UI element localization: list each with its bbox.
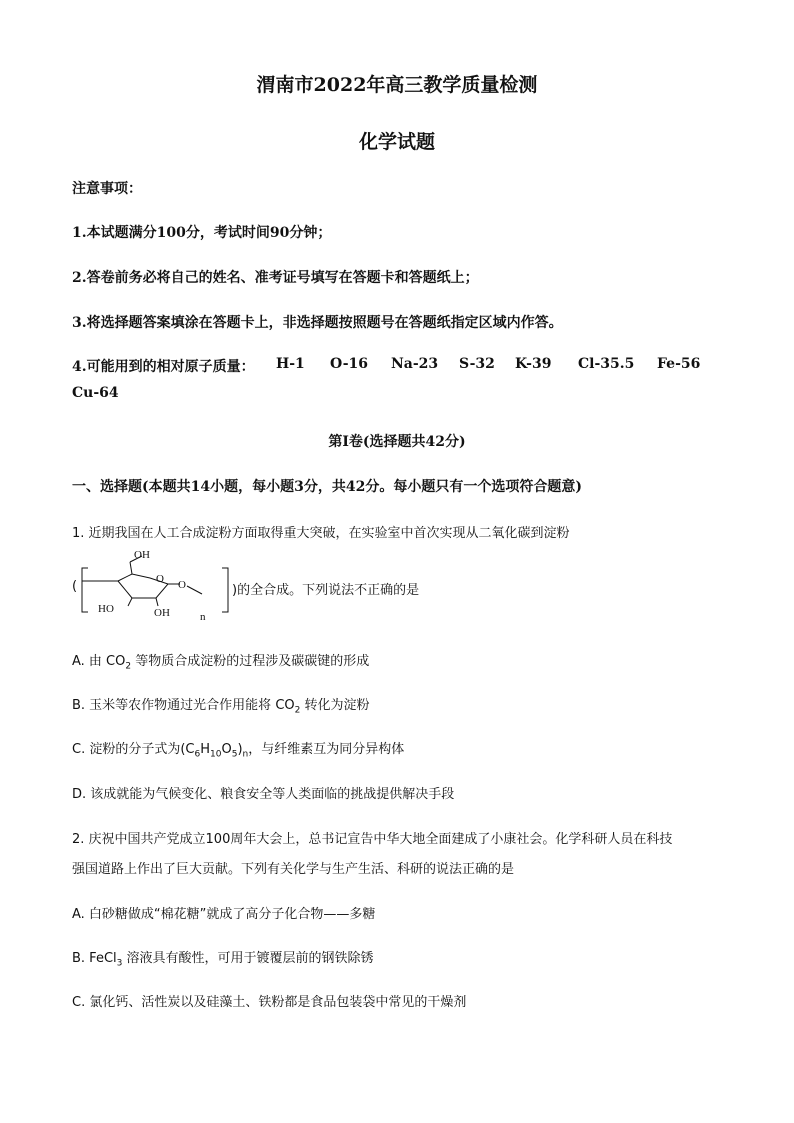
atomic-mass-k: K-39 — [515, 356, 552, 372]
label-oh-top: OH — [134, 549, 150, 561]
q1-option-b: B. 玉米等农作物通过光合作用能将 $CO_2$ 转化为淀粉 — [72, 698, 370, 716]
q1-stem: 1. 近期我国在人工合成淀粉方面取得重大突破，在实验室中首次实现从二氧化碳到淀粉 — [72, 526, 570, 541]
atomic-mass-fe: Fe-56 — [657, 356, 701, 372]
label-oh-bottom: OH — [154, 607, 170, 619]
q2-stem-line-1: 2. 庆祝中国共产党成立100周年大会上，总书记宣告中华大地全面建成了小康社会。化学科研人员在科技 — [72, 832, 673, 847]
q2-option-b: B. FeCl$_3$ 溶液具有酸性，可用于镀覆层前的钢铁除锈 — [72, 951, 374, 969]
atomic-mass-cu: Cu-64 — [72, 385, 119, 401]
q2-option-c: C. 氯化钙、活性炭以及硅藻土、铁粉都是食品包装袋中常见的干燥剂 — [72, 995, 467, 1010]
bond-ho — [128, 598, 132, 606]
label-n: n — [200, 611, 206, 622]
q2-stem-line-2: 强国道路上作出了巨大贡献。下列有关化学与生产生活、科研的说法正确的是 — [72, 862, 515, 877]
notice-item-1: 1.本试题满分100分，考试时间90分钟； — [72, 225, 332, 241]
q1-option-c: C. 淀粉的分子式为$(C_6H_{10}O_5)_n$，与纤维素互为同分异构体 — [72, 742, 405, 760]
bond-o-link-right — [187, 586, 202, 594]
bracket-right — [222, 568, 228, 612]
q1-option-a: A. 由 $CO_2$ 等物质合成淀粉的过程涉及碳碳键的形成 — [72, 654, 370, 672]
starch-structure-diagram — [70, 548, 240, 622]
label-o-link: O — [178, 579, 186, 591]
bracket-left — [82, 568, 88, 612]
atomic-mass-cl: Cl-35.5 — [578, 356, 635, 372]
part-title: 一、选择题(本题共14小题，每小题3分，共42分。每小题只有一个选项符合题意) — [72, 479, 582, 495]
q1-open-paren: ( — [72, 579, 78, 594]
atomic-mass-na: Na-23 — [391, 356, 439, 372]
exam-subtitle: 化学试题 — [358, 131, 435, 153]
exam-title: 渭南市2022年高三教学质量检测 — [256, 74, 538, 96]
q2-option-a: A. 白砂糖做成“棉花糖”就成了高分子化合物——多糖 — [72, 907, 376, 922]
q1-option-d: D. 该成就能为气候变化、粮食安全等人类面临的挑战提供解决手段 — [72, 787, 455, 802]
atomic-mass-h: H-1 — [276, 356, 305, 372]
bond-ch2 — [130, 562, 132, 574]
notice-item-2: 2.答卷前务必将自己的姓名、准考证号填写在答题卡和答题纸上； — [72, 270, 479, 286]
label-ho: HO — [98, 603, 114, 615]
notice-item-4: 4.可能用到的相对原子质量： — [72, 359, 255, 375]
atomic-mass-s: S-32 — [459, 356, 495, 372]
notice-heading: 注意事项： — [72, 181, 142, 197]
notice-item-3: 3.将选择题答案填涂在答题卡上，非选择题按照题号在答题纸指定区域内作答。 — [72, 315, 563, 331]
label-o-ring: O — [156, 573, 164, 585]
bond-oh — [156, 598, 158, 606]
section-title: 第Ⅰ卷(选择题共42分) — [328, 434, 466, 450]
atomic-mass-o: O-16 — [330, 356, 369, 372]
q1-stem-tail: )的全合成。下列说法不正确的是 — [232, 583, 420, 598]
